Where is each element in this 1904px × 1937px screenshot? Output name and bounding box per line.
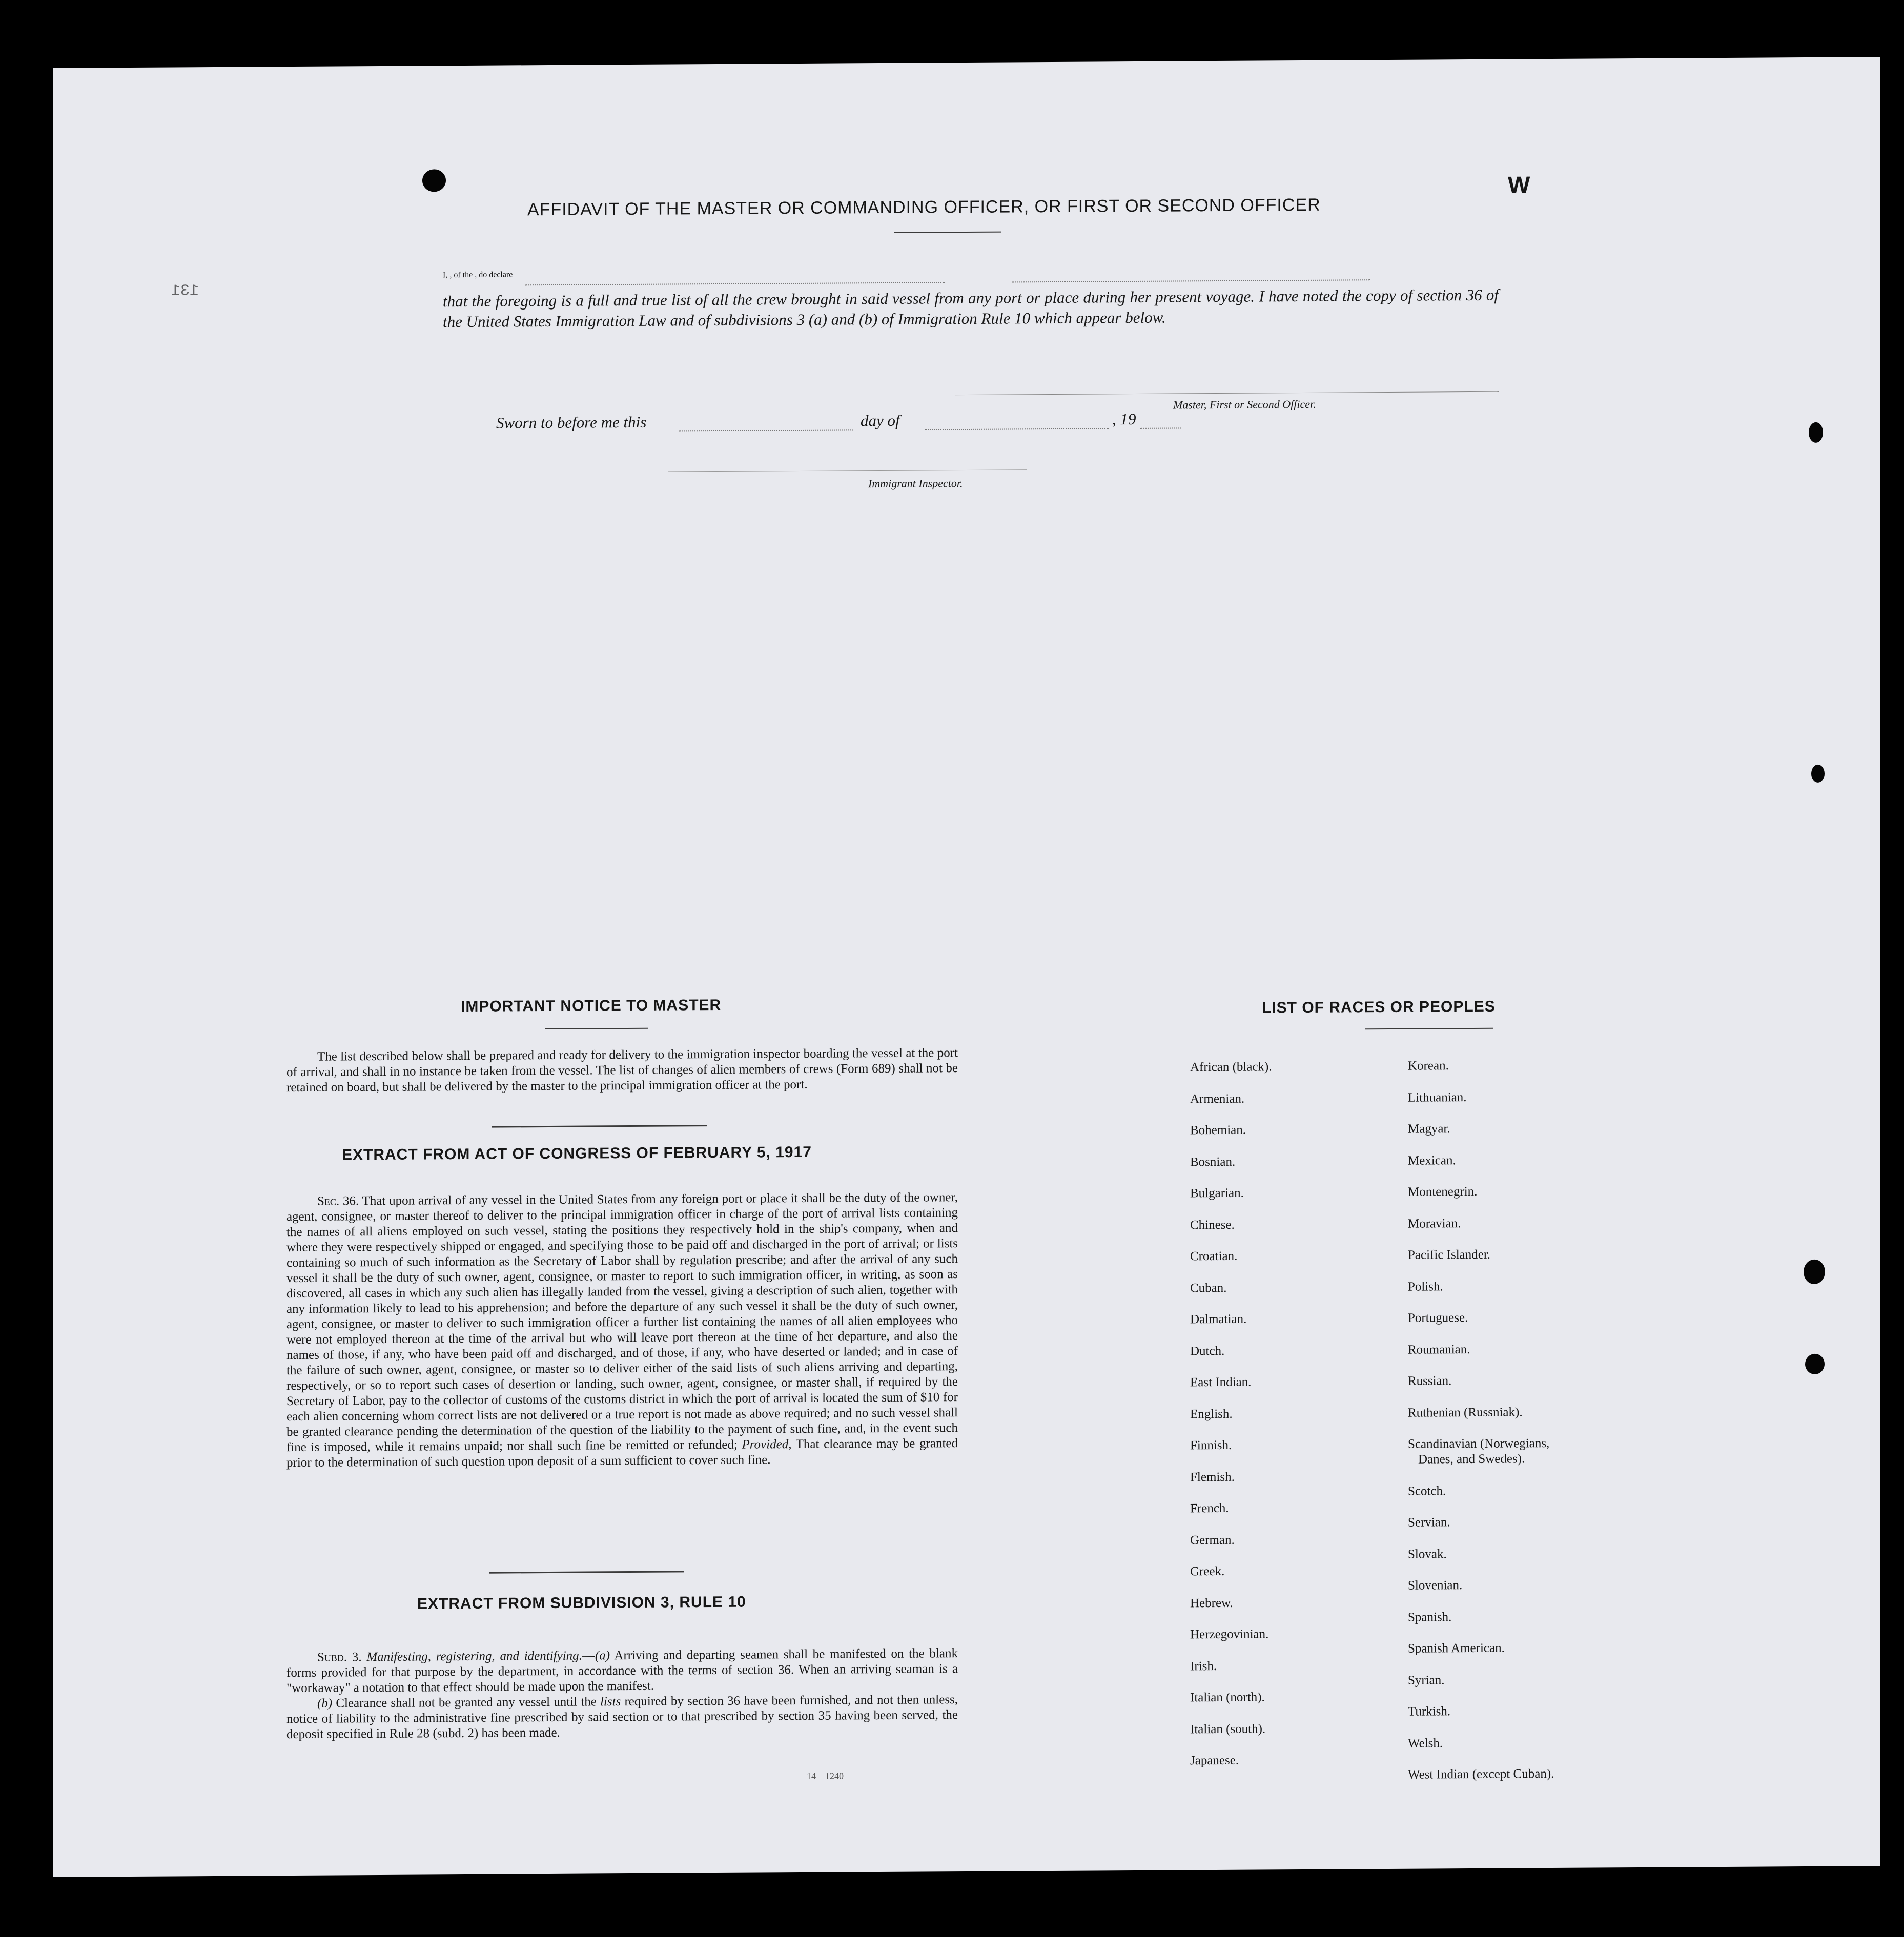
punch-hole [1804,1260,1825,1284]
section-divider [489,1571,684,1573]
race-item: Croatian. [1190,1249,1238,1264]
race-item: Welsh. [1408,1736,1443,1750]
signature-label: Master, First or Second Officer. [1173,397,1316,411]
race-item: African (black). [1190,1060,1272,1075]
day-field[interactable] [679,429,853,431]
races-divider [1365,1028,1493,1030]
do-declare-label: , do declare [475,270,513,279]
race-item: Herzegovinian. [1190,1627,1269,1642]
race-item: Scotch. [1408,1483,1446,1498]
race-item: Bosnian. [1190,1155,1236,1169]
of-the-label: , of the [449,270,473,280]
race-item: Dalmatian. [1190,1312,1247,1327]
clause-a-label: (a) [595,1648,610,1663]
section-36-text: That upon arrival of any vessel in the United States from any foreign port or place it shall be the duty of the owner, agent, consignee, or master thereof to deliver to the principal immigration officer in charge of the port of arrival lists containing the names of all aliens employed on such vessel, stating the positions they respectively hold in the ship's company, when and where they were respectively shipped or engaged, and specifying those to be paid off and discharged in the port of arrival; or lists containing so much of such information as the Secretary of Labor shall by regulation prescribe; and after the arrival of any such vessel it shall be the duty of such owner, agent, consignee, or master to report to such immigration officer, in writing, as soon as discovered, all cases in which any such alien has illegally landed from the vessel, giving a description of such alien, together with any information likely to lead to his apprehension; and before the departure of any such vessel it shall be the duty of such owner, agent, consignee, or master to deliver to such immigration officer a further list containing the names of all alien employees who were not employed thereon at the time of the arrival but who will leave port thereon at the time of her departure, and also the names of those, if any, who have been paid off and discharged, and of those, if any, who have deserted or landed; and in case of the failure of such owner, agent, consignee, or master so to deliver either of the said lists of such aliens arriving and departing, respectively, or so to report such cases of desertion or landing, such owner, agent, consignee, or master shall, if required by the Secretary of Labor, pay to the collector of customs of the customs district in which the port of arrival is located the sum of $10 for each alien concerning whom correct lists are not delivered or a true report is not made as above required; and no such vessel shall be granted clearance pending the determination of the question of the liability to the payment of such fine, and, in the event such fine is imposed, while it remains unpaid; nor shall such fine be remitted or refunded; [286,1190,958,1455]
name-field[interactable] [525,282,945,285]
race-item: French. [1190,1501,1229,1516]
race-item: Turkish. [1408,1704,1451,1719]
race-item: Greek. [1190,1564,1225,1579]
vessel-field[interactable] [1012,279,1370,282]
race-item: Bulgarian. [1190,1186,1244,1201]
race-item: Russian. [1408,1374,1452,1388]
affidavit-title: AFFIDAVIT OF THE MASTER OR COMMANDING OFFICER, OR FIRST OR SECOND OFFICER [527,195,1321,220]
clause-b-lists: lists [600,1695,621,1709]
race-item: Italian (south). [1190,1721,1266,1736]
race-item: Lithuanian. [1408,1090,1467,1105]
race-item: Servian. [1408,1515,1450,1530]
notice-divider [545,1028,648,1029]
rule-extract-text: Subd. 3. Manifesting, registering, and identifying.—(a) Arriving and departing seamen shall be manifested on the blank forms provided for that purpose by the department, in accordance with the terms of section 36. When an arriving seaman is a "workaway" a notation to that effect should be made upon the manifest. (b) Clearance shall not be granted any vessel until the lists required by section 36 have been furnished, and not then unless, notice of liability to the administrative fine prescribed by said section or to that prescribed by section 35 having been served, the deposit specified in Rule 28 (subd. 2) has been made. [286,1646,958,1742]
races-list [1190,1058,1651,1829]
declaration-text: that the foregoing is a full and true list of all the crew brought in said vessel from any port or place during her present voyage. I have noted the copy of section 36 of the United States Immigration Law and of subdivisions 3 (a) and (b) of Immigration Rule 10 which appear below. [443,285,1499,331]
race-item: West Indian (except Cuban). [1408,1766,1554,1782]
race-item: Cuban. [1190,1281,1227,1295]
inspector-line[interactable] [668,469,1027,472]
year-field[interactable] [1140,427,1181,428]
race-item: Mexican. [1408,1153,1456,1168]
act-extract-title: EXTRACT FROM ACT OF CONGRESS OF FEBRUARY 5, 1917 [342,1143,812,1164]
race-item: Japanese. [1190,1753,1239,1768]
race-item: Montenegrin. [1408,1184,1478,1199]
race-item: Syrian. [1408,1673,1445,1687]
title-divider [894,232,1001,233]
race-item: Italian (north). [1190,1690,1265,1705]
act-extract-text [286,1190,958,1471]
race-item: Moravian. [1408,1216,1461,1231]
clause-a-text: Arriving and departing seamen shall be manifested on the blank forms provided for that purpose by the department, in accordance with the terms of section 36. When an arriving seaman is a "workaway" a notation to that effect should be made upon the manifest. [286,1646,958,1696]
race-item: Slovenian. [1408,1578,1463,1593]
year-label: , 19 [1112,409,1136,428]
clause-b-label: (b) [317,1696,333,1711]
punch-hole [422,169,446,192]
section-divider [492,1125,707,1128]
race-item: Pacific Islander. [1408,1247,1491,1262]
form-number: 14—1240 [807,1770,844,1781]
document-page [53,57,1880,1877]
race-item: Danes, and Swedes). [1418,1452,1525,1467]
race-item: Magyar. [1408,1122,1450,1136]
race-item: Korean. [1408,1059,1449,1073]
subdivision-heading: Manifesting, registering, and identifying. [366,1648,582,1664]
race-item: Roumanian. [1408,1342,1470,1357]
subdivision-label: Subd. 3. [317,1650,362,1664]
race-item: East Indian. [1190,1375,1252,1390]
race-item: Chinese. [1190,1218,1235,1232]
race-item: German. [1190,1533,1235,1547]
race-item: Bohemian. [1190,1123,1246,1138]
race-item: Hebrew. [1190,1596,1233,1610]
month-field[interactable] [925,428,1109,430]
i-label: I, [443,271,448,280]
race-item: English. [1190,1407,1233,1421]
race-item: Armenian. [1190,1091,1245,1106]
rule-extract-title: EXTRACT FROM SUBDIVISION 3, RULE 10 [417,1593,746,1613]
race-item: Dutch. [1190,1344,1225,1358]
race-item: Polish. [1408,1279,1443,1294]
race-item: Slovak. [1408,1547,1447,1561]
sworn-label: Sworn to before me this [496,413,647,432]
race-item: Spanish American. [1408,1641,1505,1656]
race-item: Portuguese. [1408,1311,1468,1325]
signature-line[interactable] [955,391,1499,395]
notice-title: IMPORTANT NOTICE TO MASTER [461,996,722,1016]
notice-text: The list described below shall be prepared and ready for delivery to the immigration inspector boarding the vessel at the port of arrival, and shall in no instance be taken from the vessel. The list of changes of alien members of crews (Form 689) shall not be retained on board, but shall be delivered by the master to the principal immigration officer at the port. [286,1046,958,1095]
race-item: Spanish. [1408,1610,1452,1624]
margin-number: 131 [171,282,199,300]
punch-hole [1809,422,1823,443]
race-item: Ruthenian (Russniak). [1408,1405,1523,1420]
inspector-label: Immigrant Inspector. [868,477,963,490]
day-of-label: day of [861,411,900,430]
clause-b-text-2: required by section 36 have been furnished, and not then unless, notice of liability to the administrative fine prescribed by said section or to that prescribed by section 35 having been served, the deposit specified in Rule 28 (subd. 2) has been made. [286,1693,958,1742]
punch-hole [1811,765,1825,783]
provided-label: Provided, [742,1437,792,1452]
punch-hole [1805,1354,1825,1374]
races-title: LIST OF RACES OR PEOPLES [1262,998,1496,1017]
race-item: Flemish. [1190,1470,1235,1484]
race-item: Irish. [1190,1659,1217,1673]
clause-b-text-1: Clearance shall not be granted any vessel until the [336,1695,597,1711]
provided-text: That clearance may be granted prior to the determination of such question upon deposit of a sum sufficient to cover such fine. [286,1436,958,1470]
race-item: Scandinavian (Norwegians, [1408,1436,1550,1451]
corner-mark: W [1508,171,1530,198]
section-label: Sec. 36. [317,1194,359,1208]
race-item: Finnish. [1190,1438,1232,1453]
